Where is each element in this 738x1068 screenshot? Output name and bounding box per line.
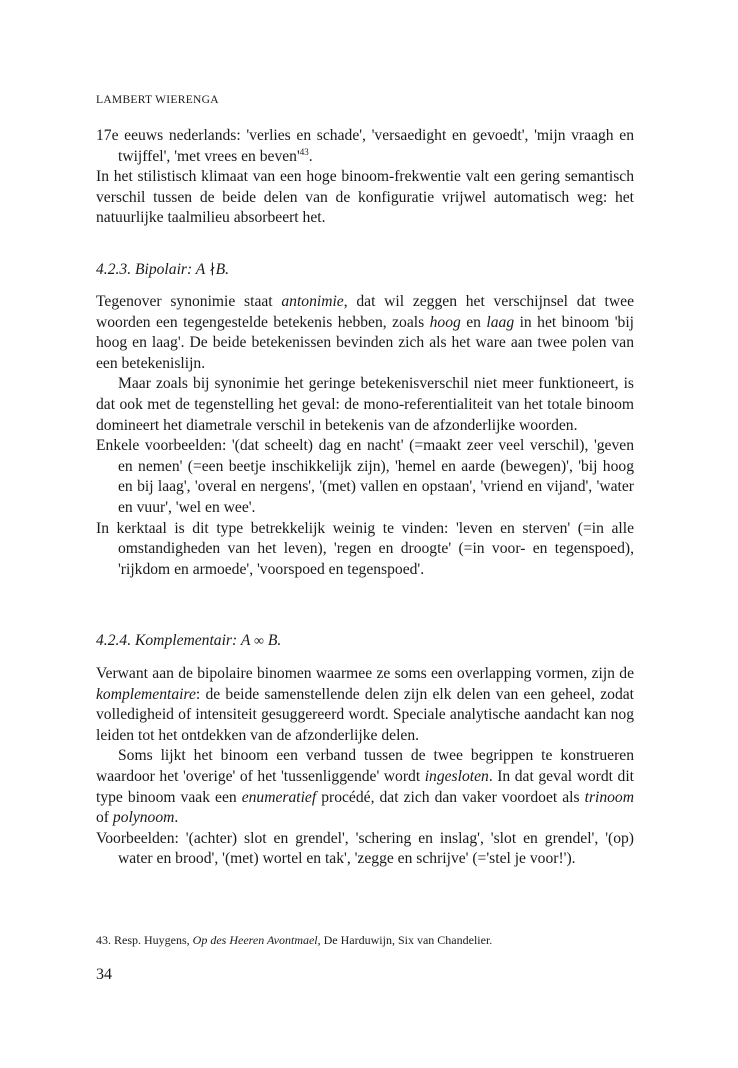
examples-paragraph: Voorbeelden: '(achter) slot en grendel', 'schering en inslag', 'slot en grendel', '(op) water en brood', '(met) wortel en tak', 'zegge en schrijve' (='stel je voor!'). xyxy=(96,829,634,868)
paragraph: Soms lijkt het binoom een verband tussen de twee begrippen te konstrueren waardoor het 'overige' of het 'tussenliggende' wordt ingesloten. In dat geval wordt dit type binoom vaak een enumeratief procédé, dat zich dan vaker voordoet als trinoom of polynoom. xyxy=(96,747,634,827)
section-bipolair-body xyxy=(96,292,634,580)
paragraph: Verwant aan de bipolaire binomen waarmee ze soms een overlapping vormen, zijn de komplementaire: de beide samenstellende delen zijn elk delen van een geheel, zodat volledigheid of intensiteit gesuggereerd wordt. Speciale analytische aandacht kan nog leiden tot het ontdekken van de afzonderlijke delen. xyxy=(96,665,634,744)
footnote: 43. Resp. Huygens, Op des Heeren Avontmael, De Harduwijn, Six van Chandelier. xyxy=(96,933,493,947)
paragraph: Maar zoals bij synonimie het geringe betekenisverschil niet meer funktioneert, is dat ook met de tegenstelling het geval: de mono-referentialiteit van het totale binoom domineert het diametrale verschil in betekenis van de afzonderlijke woorden. xyxy=(96,375,634,434)
footnote-ref[interactable]: 43 xyxy=(299,146,309,157)
section-heading-komplementair: 4.2.4. Komplementair: A ∞ B. xyxy=(96,632,282,649)
footnote-number: 43. xyxy=(96,933,111,947)
examples-paragraph: In kerktaal is dit type betrekkelijk weinig te vinden: 'leven en sterven' (=in alle omstandigheden van het leven), 'regen en droogte' (=in voor- en tegenspoed), 'rijkdom en armoede', 'voorspoed en tegenspoed'. xyxy=(96,519,634,578)
paragraph: Tegenover synonimie staat antonimie, dat wil zeggen het verschijnsel dat twee woorden een tegengestelde betekenis hebben, zoals hoog en laag in het binoom 'bij hoog en laag'. De beide betekenissen bevinden zich als het ware aan twee polen van een betekenislijn. xyxy=(96,293,635,372)
section-komplementair-body xyxy=(96,664,634,870)
example-paragraph: 17e eeuws nederlands: 'verlies en schade', 'versaedight en gevoedt', 'mijn vraagh en twijffel', 'met vrees en $beven'^{43}$. xyxy=(96,127,634,165)
examples-paragraph: Enkele voorbeelden: '(dat scheelt) dag en nacht' (=maakt zeer veel verschil), 'geven en nemen' (=een beetje inschikkelijk zijn), 'hemel en aarde (bewegen)', 'bij hoog en bij laag', 'overal en nergens', '(met) vallen en opstaan', 'vriend en vijand', 'water en vuur', 'wel en wee'. xyxy=(96,437,634,516)
intro-block xyxy=(96,126,634,229)
running-head: LAMBERT WIERENGA xyxy=(96,94,219,106)
infinity-symbol: ∞ xyxy=(253,634,264,649)
section-heading-bipolair: 4.2.3. Bipolair: A ∤B. xyxy=(96,261,230,278)
paragraph: In het stilistisch klimaat van een hoge binoom-frekwentie valt een gering semantisch verschil tussen de beide delen van de konfiguratie vrijwel automatisch weg: het natuurlijke taalmilieu absorbeert het. xyxy=(96,168,634,227)
page-number: 34 xyxy=(96,966,112,983)
not-divides-symbol: ∤ xyxy=(208,263,216,278)
